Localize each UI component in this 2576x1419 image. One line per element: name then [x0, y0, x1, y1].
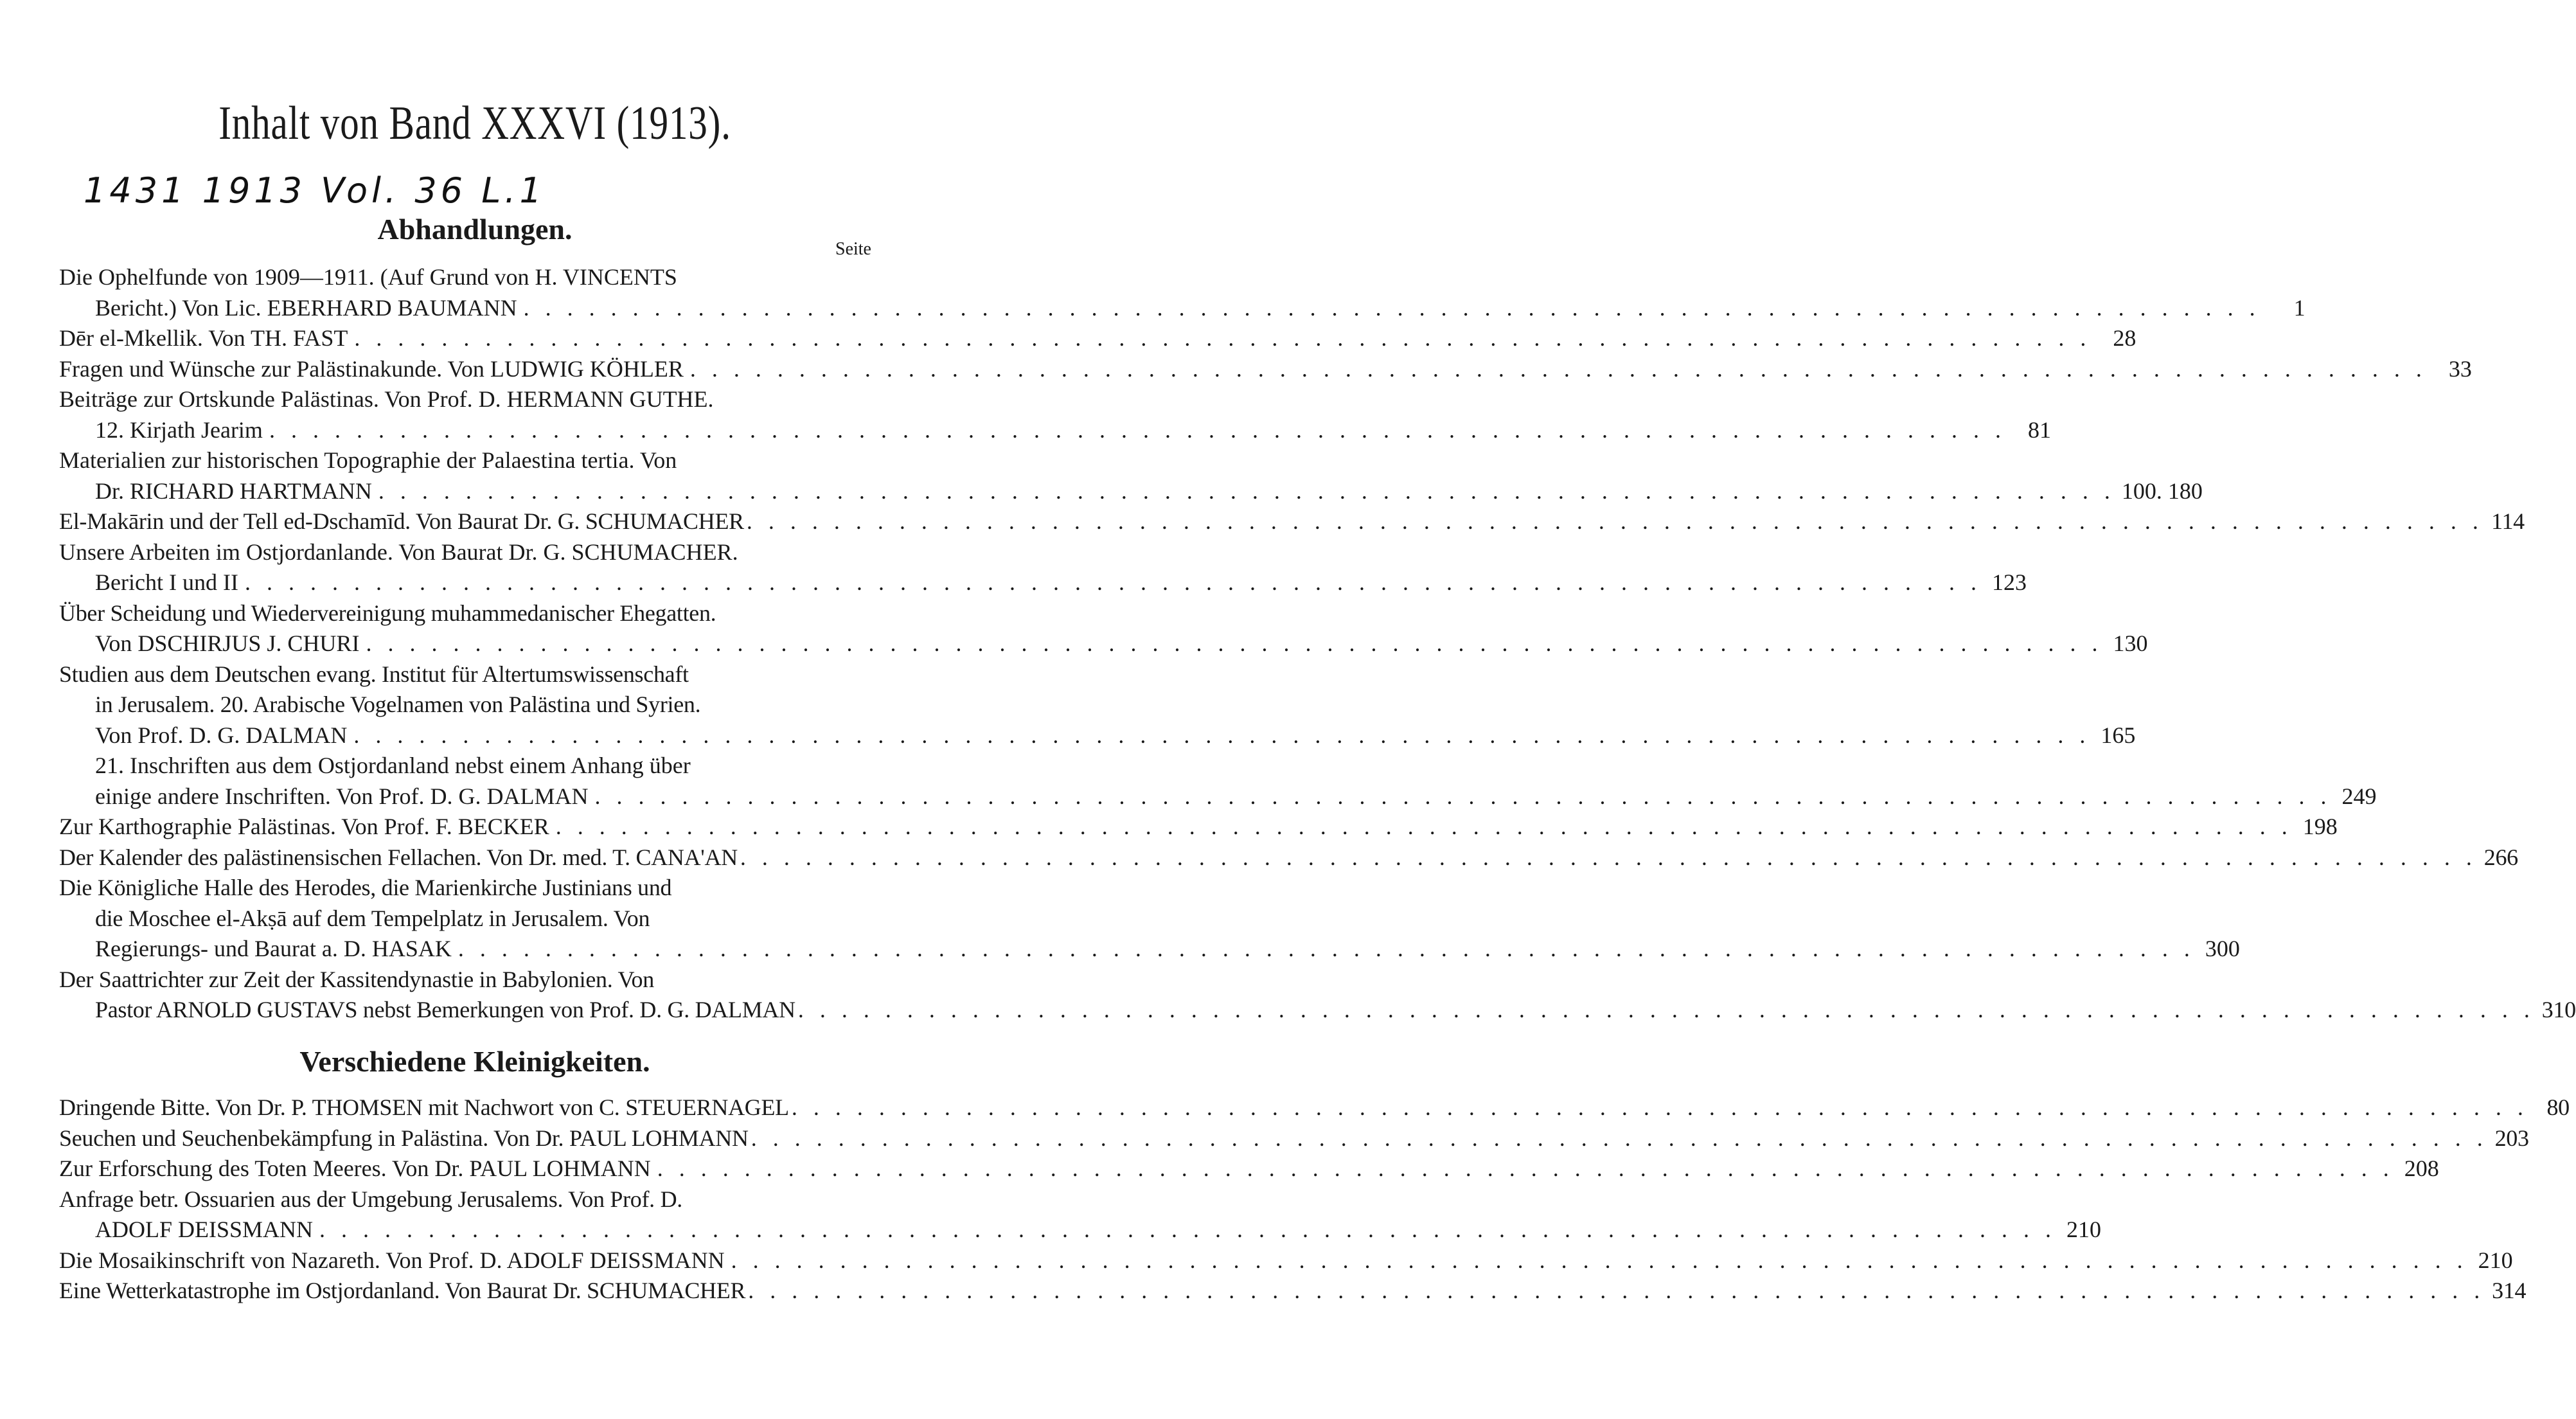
toc-entry	[59, 384, 2051, 445]
entry-line: Über Scheidung und Wiedervereinigung muhammedanischer Ehegatten.	[59, 600, 716, 626]
page-number: 210	[2066, 1217, 2102, 1242]
entry-line: Seuchen und Seuchenbekämpfung in Palästina. Von Dr. PAUL LOHMANN	[59, 1125, 749, 1151]
entry-line: Studien aus dem Deutschen evang. Institut für Altertumswissenschaft	[59, 661, 689, 687]
entry-line: die Moschee el-Akṣā auf dem Tempelplatz in Jerusalem. Von	[95, 905, 650, 931]
section-heading-abhandlungen: Abhandlungen.	[377, 213, 573, 245]
page-title: Inhalt von Band XXXVI (1913).	[218, 97, 731, 150]
toc-entry	[59, 445, 2203, 506]
toc-entry	[59, 873, 2240, 965]
toc-entry	[59, 1154, 2439, 1184]
toc-entry	[59, 843, 2518, 873]
entry-line: Eine Wetterkatastrophe im Ostjordanland. Von Baurat Dr. SCHUMACHER	[59, 1278, 746, 1303]
entry-line: Zur Erforschung des Toten Meeres. Von Dr. PAUL LOHMANN	[59, 1156, 651, 1181]
page-number: 310	[2541, 997, 2576, 1022]
entry-line: einige andere Inschriften. Von Prof. D. G. DALMAN	[95, 783, 589, 809]
leader-dots	[792, 1093, 2528, 1123]
entry-line: in Jerusalem. 20. Arabische Vogelnamen von Palästina und Syrien.	[95, 692, 701, 717]
leader-dots	[366, 629, 2102, 659]
entry-line: Dringende Bitte. Von Dr. P. THOMSEN mit Nachwort von C. STEUERNAGEL	[59, 1094, 789, 1120]
page-number: 100. 180	[2121, 477, 2203, 504]
entry-line: Die Mosaikinschrift von Nazareth. Von Prof. D. ADOLF DEISSMANN	[59, 1247, 725, 1273]
toc-entry	[59, 262, 2305, 323]
page-number: 314	[2492, 1278, 2527, 1303]
page-column-label: Seite	[835, 239, 871, 259]
entry-line: Zur Karthographie Palästinas. Von Prof. F. BECKER	[59, 814, 549, 839]
page-number: 80	[2546, 1094, 2570, 1120]
leader-dots	[269, 415, 2006, 446]
page-number: 1	[2293, 294, 2305, 321]
page-number: 33	[2448, 355, 2472, 382]
entry-line: Dr. RICHARD HARTMANN	[95, 477, 372, 504]
page-number: 203	[2494, 1125, 2529, 1151]
toc-entry	[59, 1245, 2513, 1276]
leader-dots	[595, 781, 2332, 812]
entry-line: Die Ophelfunde von 1909—1911. (Auf Grund von H. VINCENTS	[59, 264, 677, 290]
leader-dots	[319, 1215, 2056, 1245]
entry-line: El-Makārin und der Tell ed-Dschamīd. Von Baurat Dr. G. SCHUMACHER	[59, 508, 744, 534]
toc-entry	[59, 1093, 2570, 1123]
leader-dots	[751, 1123, 2488, 1154]
toc-section-kleinigkeiten	[59, 1093, 2570, 1307]
page-number: 28	[2113, 325, 2136, 351]
toc-entry	[59, 751, 2377, 812]
leader-dots	[657, 1154, 2394, 1184]
entry-line: Anfrage betr. Ossuarien aus der Umgebung Jerusalems. Von Prof. D.	[59, 1186, 682, 1212]
entry-line: Pastor ARNOLD GUSTAVS nebst Bemerkungen von Prof. D. G. DALMAN	[95, 997, 795, 1022]
toc-entry	[59, 1123, 2529, 1154]
toc-entry	[59, 323, 2136, 354]
leader-dots	[458, 934, 2195, 965]
page-number: 198	[2302, 814, 2338, 839]
entry-line: Die Königliche Halle des Herodes, die Marienkirche Justinians und	[59, 875, 672, 900]
toc-section-abhandlungen	[59, 262, 2576, 1026]
leader-dots	[556, 812, 2293, 843]
toc-entry	[59, 506, 2525, 537]
toc-entry	[59, 537, 2027, 598]
entry-line: Beiträge zur Ortskunde Palästinas. Von Prof. D. HERMANN GUTHE.	[59, 386, 714, 412]
leader-dots	[524, 293, 2261, 324]
entry-line: Dēr el-Mkellik. Von TH. FAST	[59, 325, 348, 351]
page-number: 300	[2205, 936, 2240, 961]
page-number: 114	[2491, 508, 2525, 534]
toc-entry	[59, 354, 2472, 385]
entry-line: 12. Kirjath Jearim	[95, 416, 263, 443]
leader-dots	[731, 1245, 2468, 1276]
entry-line: Von Prof. D. G. DALMAN	[95, 722, 348, 748]
leader-dots	[245, 567, 1982, 598]
leader-dots	[378, 476, 2115, 507]
leader-dots	[748, 1276, 2485, 1307]
page-number: 81	[2027, 416, 2051, 443]
page-number: 123	[1991, 569, 2027, 595]
entry-line: Bericht I und II	[95, 569, 238, 595]
page-number: 210	[2478, 1247, 2513, 1273]
entry-line: Bericht.) Von Lic. EBERHARD BAUMANN	[95, 294, 517, 321]
handwritten-shelf-note: 1431 1913 Vol. 36 L.1	[84, 170, 546, 211]
toc-entry	[59, 965, 2576, 1026]
page-number: 165	[2101, 722, 2136, 748]
leader-dots	[354, 323, 2091, 354]
entry-line: Materialien zur historischen Topographie der Palaestina tertia. Von	[59, 447, 677, 473]
entry-line: Unsere Arbeiten im Ostjordanlande. Von Baurat Dr. G. SCHUMACHER.	[59, 539, 738, 565]
toc-entry	[59, 1276, 2527, 1307]
entry-line: Der Kalender des palästinensischen Fellachen. Von Dr. med. T. CANA'AN	[59, 844, 738, 870]
section-heading-kleinigkeiten: Verschiedene Kleinigkeiten.	[299, 1045, 650, 1078]
entry-line: Von DSCHIRJUS J. CHURI	[95, 630, 360, 656]
toc-entry	[59, 598, 2148, 659]
leader-dots	[353, 720, 2090, 751]
leader-dots	[690, 354, 2427, 385]
page-number: 208	[2404, 1156, 2439, 1181]
page-number: 266	[2483, 844, 2518, 870]
page-number: 249	[2341, 783, 2377, 809]
leader-dots	[747, 506, 2483, 537]
toc-entry	[59, 1184, 2102, 1245]
entry-line: 21. Inschriften aus dem Ostjordanland nebst einem Anhang über	[95, 753, 691, 778]
leader-dots	[740, 843, 2477, 873]
toc-entry	[59, 812, 2338, 843]
entry-line: Der Saattrichter zur Zeit der Kassitendynastie in Babylonien. Von	[59, 966, 654, 992]
toc-entry	[59, 659, 2136, 751]
entry-line: Fragen und Wünsche zur Palästinakunde. Von LUDWIG KÖHLER	[59, 355, 684, 382]
leader-dots	[798, 995, 2535, 1026]
page-number: 130	[2113, 630, 2148, 656]
entry-line: ADOLF DEISSMANN	[95, 1217, 314, 1242]
entry-line: Regierungs- und Baurat a. D. HASAK	[95, 936, 452, 961]
